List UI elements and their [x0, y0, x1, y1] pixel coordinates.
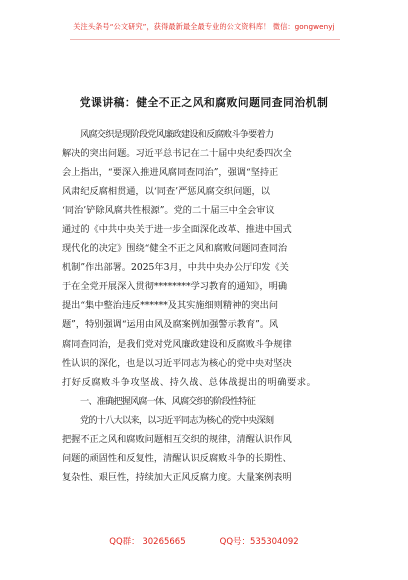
body-line: 风肃纪反腐相贯通，以‘同查’严惩风腐交织问题，以 [62, 186, 270, 198]
promo-header: 关注头条号“公文研究”，获得最新最全最专业的公文资料库！ 微信：gongwenyj [73, 22, 335, 31]
document-title: 党课讲稿：健全不正之风和腐败问题同查同治机制 [79, 96, 329, 109]
body-line: 腐同查同治，是我们党对党风廉政建设和反腐败斗争规律 [62, 338, 292, 350]
body-line: 性认识的深化，也是以习近平同志为核心的党中央对坚决 [62, 357, 292, 369]
contact-footer [0, 536, 408, 548]
body-line: 机制”作出部署。2025年3月，中共中央办公厅印发《关 [62, 262, 289, 274]
document-body [62, 125, 352, 487]
body-line: 复杂性、艰巨性，持续加大正风反腐力度。大量案例表明 [62, 471, 292, 483]
body-line: 把握不正之风和腐败问题相互交织的规律，清醒认识作风 [62, 433, 292, 445]
body-line: 现代化的决定》围绕“健全不正之风和腐败问题同查同治 [62, 243, 288, 255]
body-line: 风腐交织是现阶段党风廉政建设和反腐败斗争要着力 [80, 129, 274, 140]
body-line: 于在全党开展深入贯彻********学习教育的通知》，明确 [62, 281, 288, 293]
body-line: 题”，特别强调“运用由风及腐案例加强警示教育”。风 [62, 319, 279, 331]
body-line: 通过的《中共中央关于进一步全面深化改革、推进中国式 [62, 224, 292, 236]
body-line: 解决的突出问题。习近平总书记在二十届中央纪委四次全 [62, 148, 292, 160]
body-line: 党的十八大以来，以习近平同志为核心的党中央深刻 [80, 414, 274, 426]
qq-group: QQ群： 30265665 [109, 537, 186, 547]
qq-number: QQ号：535304092 [219, 537, 299, 547]
section-heading: 一、准确把握风腐一体、风腐交织的阶段性特征 [80, 395, 255, 407]
body-line: 问题的顽固性和反复性，清醒认识反腐败斗争的长期性、 [62, 452, 292, 464]
body-line: 提出“集中整治违反******及其实施细则精神的突出问 [62, 300, 279, 312]
body-line: ‘同治’铲除风腐共性根源”。党的二十届三中全会审议 [62, 205, 275, 217]
body-line: 打好反腐败斗争攻坚战、持久战、总体战提出的明确要求。 [62, 376, 317, 388]
header-divider [70, 39, 340, 40]
body-line: 会上指出，“要深入推进风腐同查同治”，强调“坚持正 [62, 167, 279, 179]
